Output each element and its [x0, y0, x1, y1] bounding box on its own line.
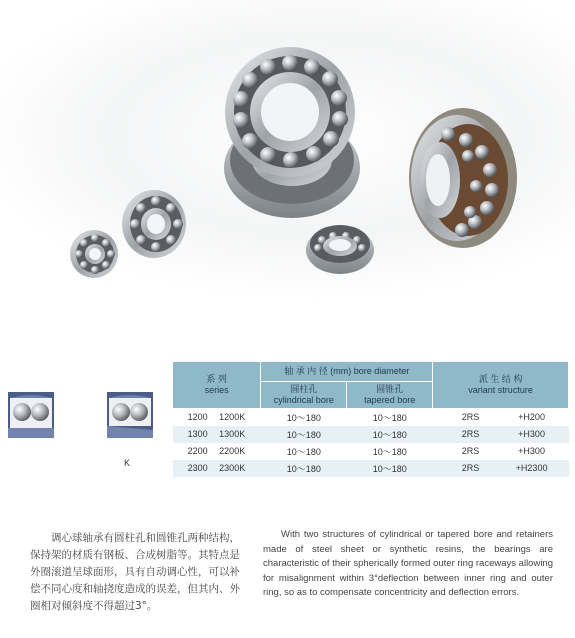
- series-cell: [173, 426, 261, 443]
- table-row: [173, 460, 569, 477]
- header-bore-unit: (mm): [330, 365, 352, 376]
- tapered-range: 10～180: [347, 460, 433, 477]
- series-code-k: 1200K: [219, 412, 246, 422]
- cross-section-tapered-k: [107, 392, 153, 438]
- header-series-cn: 系 列: [206, 373, 227, 384]
- series-code: 2300: [187, 463, 208, 473]
- cylindrical-range: 10～180: [261, 443, 347, 460]
- header-series-en: series: [204, 384, 229, 395]
- bearing-small-left: [70, 230, 118, 278]
- variant-sleeve: +H300: [518, 429, 545, 439]
- series-code-k: 1300K: [219, 429, 246, 439]
- table-row: [173, 408, 569, 426]
- header-tapered: [347, 381, 433, 408]
- bearings-photo: [0, 0, 575, 300]
- series-code: 1200: [187, 412, 208, 422]
- series-code-k: 2200K: [219, 446, 246, 456]
- variant-seal: 2RS: [461, 429, 480, 439]
- variant-cell: [433, 408, 569, 426]
- header-bore: [261, 362, 433, 381]
- header-cylindrical-en: cylindrical bore: [273, 394, 334, 405]
- series-cell: [173, 408, 261, 426]
- header-variant-en: variant structure: [468, 384, 533, 395]
- bearing-large-upper: [225, 47, 355, 177]
- header-variant-cn: 派 生 结 构: [478, 373, 523, 384]
- series-code: 2200: [187, 446, 208, 456]
- cylindrical-range: 10～180: [261, 408, 347, 426]
- k-label: K: [124, 458, 131, 468]
- description-english: With two structures of cylindrical or tapered bore and retainers made of steel sheet or synthetic resins, the bearings are characteristic of their spherically formed outer ring raceways allowing for misalignment within 3°deflection between inner ring and outer ring, so as to compensate concentricity and deflection errors.: [263, 529, 553, 598]
- header-tapered-en: tapered bore: [364, 394, 416, 405]
- description-chinese: 调心球轴承有圆柱孔和圆锥孔两种结构，保持架的材质有钢板、合成树脂等。其特点是外圈滚道呈球面形，具有自动调心性，可以补偿不同心度和轴挠度造成的误差，但其内、外圈相对倾斜度不得超过3°。: [30, 532, 240, 612]
- header-tapered-cn: 圆锥孔: [376, 383, 404, 394]
- header-series: [173, 362, 261, 408]
- variant-cell: [433, 443, 569, 460]
- series-cell: [173, 460, 261, 477]
- bearing-small-middle: [306, 225, 374, 274]
- bearing-medium-left: [122, 190, 186, 258]
- product-photo: [0, 0, 575, 300]
- header-bore-cn: 轴 承 内 径: [284, 365, 328, 376]
- header-cylindrical-cn: 圆柱孔: [290, 383, 318, 394]
- cross-section-cylindrical: [8, 392, 54, 438]
- tapered-range: 10～180: [347, 426, 433, 443]
- variant-sleeve: +H200: [518, 412, 545, 422]
- series-code-k: 2300K: [219, 463, 246, 473]
- cylindrical-range: 10～180: [261, 460, 347, 477]
- variant-sleeve: +H2300: [515, 463, 548, 473]
- variant-seal: 2RS: [461, 463, 480, 473]
- header-variant: [433, 362, 569, 408]
- spec-table: [173, 362, 569, 477]
- cylindrical-range: 10～180: [261, 426, 347, 443]
- variant-cell: [433, 460, 569, 477]
- table-row: [173, 426, 569, 443]
- table-row: [173, 443, 569, 460]
- series-cell: [173, 443, 261, 460]
- variant-cell: [433, 426, 569, 443]
- variant-seal: 2RS: [461, 412, 480, 422]
- tapered-range: 10～180: [347, 443, 433, 460]
- variant-seal: 2RS: [461, 446, 480, 456]
- header-bore-en: bore diameter: [353, 365, 410, 376]
- tapered-range: 10～180: [347, 408, 433, 426]
- series-code: 1300: [187, 429, 208, 439]
- header-cylindrical: [261, 381, 347, 408]
- variant-sleeve: +H300: [518, 446, 545, 456]
- bearing-caged-right: [409, 108, 517, 248]
